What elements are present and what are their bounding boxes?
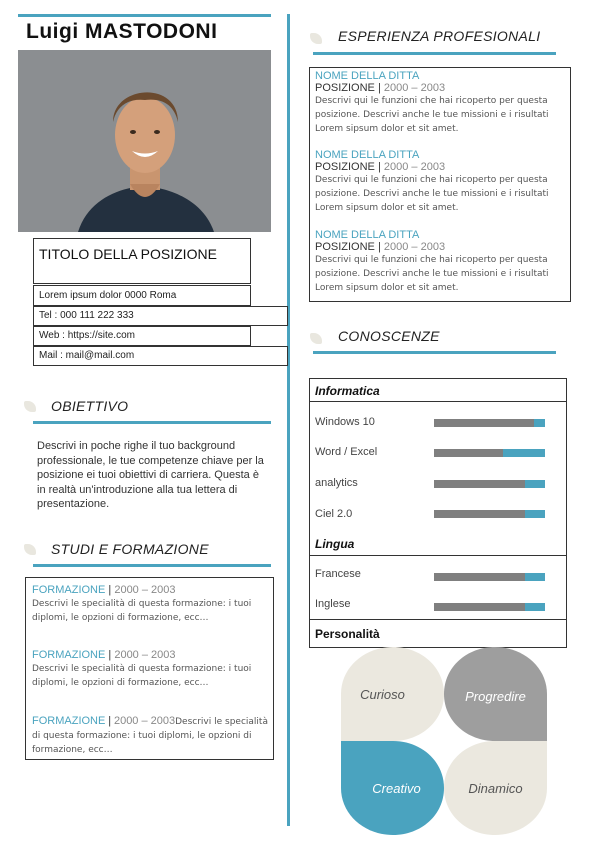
company-name: NOME DELLA DITTA <box>315 149 420 161</box>
education-box <box>25 577 274 760</box>
education-years: 2000 – 2003 <box>113 715 176 727</box>
experience-bullet-icon <box>310 33 322 44</box>
objective-rule <box>33 421 271 424</box>
education-desc: Descrivi le specialità di questa formazione: i tuoi diplomi, le opzioni di formazione, ecc… <box>32 664 252 688</box>
personalita-label: Personalità <box>315 627 380 641</box>
mail-text: Mail : mail@mail.com <box>39 350 135 361</box>
trait-label: Creativo <box>372 781 421 796</box>
education-title: STUDI E FORMAZIONE <box>51 541 209 557</box>
education-desc: Descrivi le specialità di questa formazione: i tuoi diplomi, le opzioni di formazione, ecc… <box>32 717 268 755</box>
experience-title: ESPERIENZA PROFESIONALI <box>338 28 541 44</box>
experience-rule <box>313 52 556 55</box>
lingua-label: Lingua <box>315 537 355 551</box>
trait-label: Progredire <box>465 689 526 704</box>
experience-item: NOME DELLA DITTA POSIZIONE | 2000 – 2003 Descrivi qui le funzioni che hai ricoperto per questa posizione. Descrivi anche le tue missioni e i risultati Lorem sipsum dolor et sit amet. <box>315 229 567 295</box>
skill-level-bar-fill <box>434 480 525 488</box>
language-name: Inglese <box>315 598 351 610</box>
job-desc: Descrivi qui le funzioni che hai ricoperto per questa posizione. Descrivi anche le tue missioni e i risultati Lorem sipsum dolor et sit amet. <box>315 255 549 293</box>
skill-level-bar-fill <box>434 419 534 427</box>
skill-name: Ciel 2.0 <box>315 508 353 520</box>
informatica-label: Informatica <box>315 384 380 398</box>
petal-creativo <box>341 741 444 835</box>
skills-rule <box>313 351 556 354</box>
job-years: 2000 – 2003 <box>383 82 446 94</box>
job-desc: Descrivi qui le funzioni che hai ricoperto per questa posizione. Descrivi anche le tue missioni e i risultati Lorem sipsum dolor et sit amet. <box>315 175 549 213</box>
trait-label: Curioso <box>360 687 405 702</box>
education-item: FORMAZIONE | 2000 – 2003 Descrivi le specialità di questa formazione: i tuoi diplomi, le opzioni di formazione, ecc… <box>32 584 268 625</box>
trait-label: Dinamico <box>468 781 523 796</box>
petal-progredire <box>444 647 547 741</box>
web-box <box>33 326 251 346</box>
vertical-divider <box>287 14 290 826</box>
divider <box>310 401 566 402</box>
education-bullet-icon <box>24 544 36 555</box>
education-label: FORMAZIONE <box>32 715 106 727</box>
skills-title: CONOSCENZE <box>338 328 440 344</box>
experience-box <box>309 67 571 302</box>
job-position: POSIZIONE <box>315 241 375 253</box>
web-text: Web : https://site.com <box>39 330 135 341</box>
skill-name: Word / Excel <box>315 446 378 458</box>
skill-name: analytics <box>315 477 358 489</box>
address-box <box>33 285 251 306</box>
petal-curioso <box>341 647 444 741</box>
skill-level-bar-fill <box>434 510 525 518</box>
mail-box <box>33 346 288 366</box>
petal-dinamico <box>444 741 547 835</box>
company-name: NOME DELLA DITTA <box>315 70 420 82</box>
skills-bullet-icon <box>310 333 322 344</box>
position-title: TITOLO DELLA POSIZIONE <box>39 246 217 262</box>
language-name: Francese <box>315 568 361 580</box>
education-desc: Descrivi le specialità di questa formazione: i tuoi diplomi, le opzioni di formazione, ecc… <box>32 599 252 623</box>
divider <box>310 555 566 556</box>
divider <box>310 619 566 620</box>
education-label: FORMAZIONE <box>32 584 106 596</box>
education-years: 2000 – 2003 <box>114 649 176 661</box>
tel-text: Tel : 000 111 222 333 <box>39 310 134 321</box>
address-text: Lorem ipsum dolor 0000 Roma <box>39 290 177 301</box>
job-position: POSIZIONE <box>315 82 375 94</box>
education-item: FORMAZIONE | 2000 – 2003Descrivi le specialità di questa formazione: i tuoi diplomi, le opzioni di formazione, ecc… <box>32 715 268 755</box>
education-years: 2000 – 2003 <box>114 584 176 596</box>
job-position: POSIZIONE <box>315 161 375 173</box>
language-level-bar-fill <box>434 603 525 611</box>
education-label: FORMAZIONE <box>32 649 106 661</box>
education-rule <box>33 564 271 567</box>
candidate-name: Luigi MASTODONI <box>26 20 218 43</box>
objective-title: OBIETTIVO <box>51 398 129 414</box>
job-years: 2000 – 2003 <box>383 241 446 253</box>
skill-level-bar-fill <box>434 449 503 457</box>
experience-item: NOME DELLA DITTA POSIZIONE | 2000 – 2003 Descrivi qui le funzioni che hai ricoperto per questa posizione. Descrivi anche le tue missioni e i risultati Lorem sipsum dolor et sit amet. <box>315 149 567 215</box>
skills-box <box>309 378 567 648</box>
education-item: FORMAZIONE | 2000 – 2003 Descrivi le specialità di questa formazione: i tuoi diplomi, le opzioni di formazione, ecc… <box>32 649 268 690</box>
objective-text: Descrivi in poche righe il tuo background professionale, le tue competenze chiave per la posizione ei tuoi obiettivi di carriera. Questa è in realtà un'introduzione alla tua lettera di presentazione. <box>37 440 264 510</box>
company-name: NOME DELLA DITTA <box>315 229 420 241</box>
position-title-box <box>33 238 251 284</box>
portrait-image <box>18 50 271 232</box>
objective-bullet-icon <box>24 401 36 412</box>
name-top-rule <box>18 14 271 17</box>
tel-box <box>33 306 288 326</box>
job-desc: Descrivi qui le funzioni che hai ricoperto per questa posizione. Descrivi anche le tue missioni e i risultati Lorem sipsum dolor et sit amet. <box>315 96 549 134</box>
skill-name: Windows 10 <box>315 416 375 428</box>
profile-photo <box>18 50 271 232</box>
experience-item: NOME DELLA DITTA POSIZIONE | 2000 – 2003 Descrivi qui le funzioni che hai ricoperto per questa posizione. Descrivi anche le tue missioni e i risultati Lorem sipsum dolor et sit amet. <box>315 70 567 136</box>
job-years: 2000 – 2003 <box>383 161 446 173</box>
language-level-bar-fill <box>434 573 525 581</box>
